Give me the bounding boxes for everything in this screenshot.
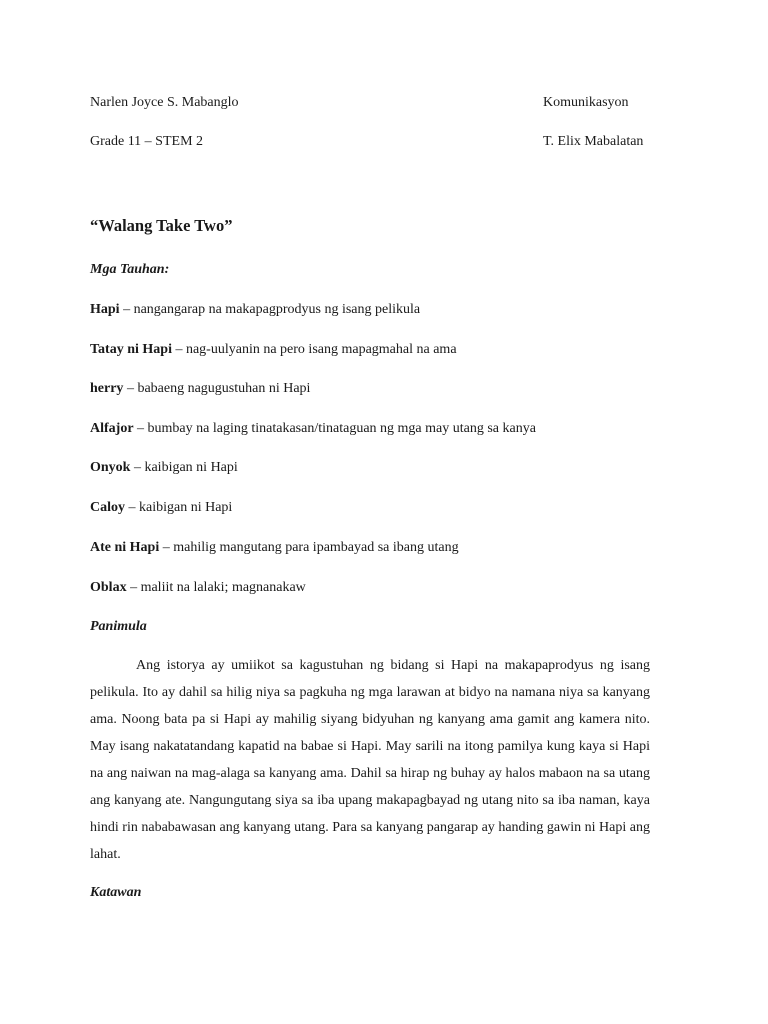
tauhan-heading: Mga Tauhan: [90,262,170,277]
character-name: Caloy [90,500,125,515]
character-entry [90,499,232,517]
character-description: – mahilig mangutang para ipambayad sa ibang utang [159,540,459,555]
character-entry [90,341,457,359]
panimula-paragraph: Ang istorya ay umiikot sa kagustuhan ng bidang si Hapi na makapaprodyus ng isang pelikula. Ito ay dahil sa hilig niya sa pagkuha ng mga larawan at bidyo na namana niya sa kanyang ama. Noong bata pa si Hapi ay mahilig siyang bidyuhan ng kanyang ama gamit ang kamera nito. May isang nakatatandang kapatid na babae si Hapi. May sarili na itong pamilya kung kaya si Hapi na ang naiwan na mag-alaga sa kanyang ama. Dahil sa hirap ng buhay ay halos mabaon na sa utang ang kanyang ate. Nangungutang siya sa iba upang makapagbayad ng utang nito sa iba naman, kaya hindi rin nababawasan ang kanyang utang. Para sa kanyang pangarap ay handing gawin ni Hapi ang lahat. [90,658,650,862]
character-name: Onyok [90,460,131,475]
character-entry [90,459,238,477]
character-description: – kaibigan ni Hapi [125,500,233,515]
katawan-heading: Katawan [90,885,142,900]
character-name: Alfajor [90,421,134,436]
subject-name: Komunikasyon [543,95,629,110]
character-description: – kaibigan ni Hapi [130,460,238,475]
character-name: Hapi [90,302,120,317]
character-description: – babaeng nagugustuhan ni Hapi [123,381,311,396]
character-name: herry [90,381,124,396]
student-name: Narlen Joyce S. Mabanglo [90,95,239,110]
character-entry [90,539,459,557]
character-entry [90,380,310,398]
character-description: – nangangarap na makapagprodyus ng isang pelikula [119,302,421,317]
character-name: Ate ni Hapi [90,540,160,555]
character-description: – maliit na lalaki; magnanakaw [126,580,306,595]
character-entry [90,301,420,319]
character-entry [90,579,306,597]
teacher-name: T. Elix Mabalatan [543,134,644,149]
character-description: – nag-uulyanin na pero isang mapagmahal na ama [171,342,457,357]
panimula-heading: Panimula [90,619,147,634]
character-entry [90,420,536,438]
character-name: Oblax [90,580,127,595]
character-name: Tatay ni Hapi [90,342,172,357]
story-title: “Walang Take Two” [90,216,233,235]
character-description: – bumbay na laging tinatakasan/tinataguan ng mga may utang sa kanya [133,421,536,436]
grade-section: Grade 11 – STEM 2 [90,134,204,149]
